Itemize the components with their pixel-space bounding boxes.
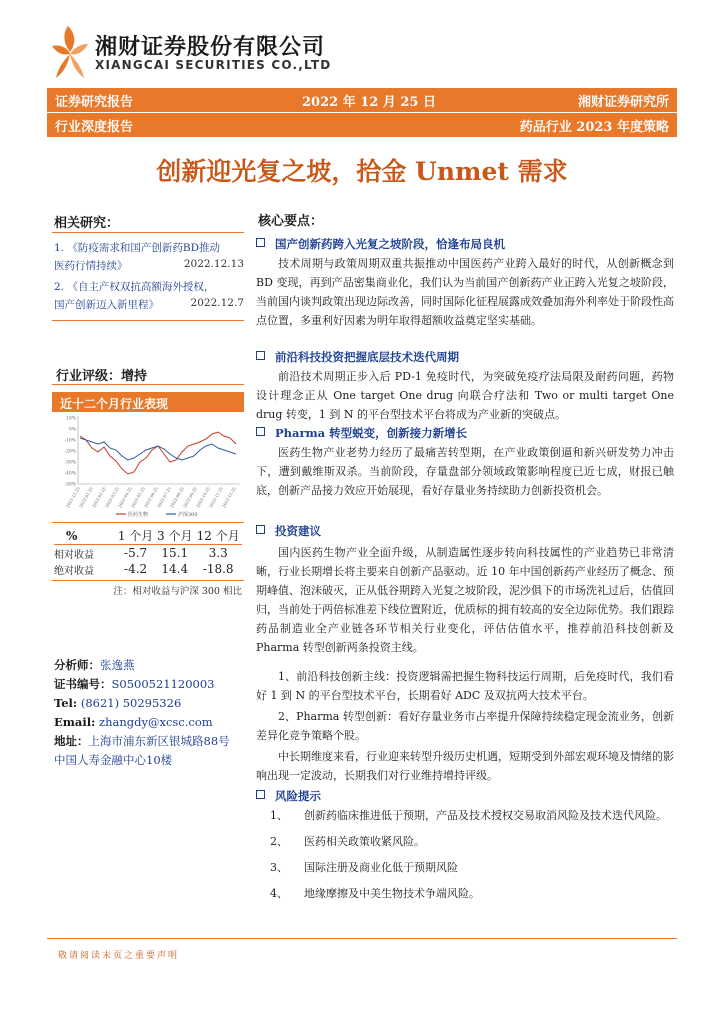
related-item[interactable]: [54, 279, 244, 313]
section-text-3: 医药生物产业老势力经历了最痛苦转型期，在产业政策倒逼和新兴研发势力冲击下，遭到戴维斯双杀。当前阶段，存量盘部分领域政策影响程度已近七成，财报已触底，创新产品接力效应开始展现，看好存量业务持续助力创新投资机会。: [256, 446, 674, 497]
divider: [52, 320, 244, 321]
report-type: 证券研究报告: [55, 95, 134, 110]
checkbox-square-icon: [256, 427, 265, 436]
series-hs300-line: [80, 438, 236, 460]
email-link[interactable]: zhangdy@xcsc.com: [99, 715, 213, 729]
x-tick-label: 2022-06-25: [143, 486, 159, 509]
related-item-date: 2022.12.7: [190, 297, 244, 309]
table-cell: -4.2: [124, 562, 148, 576]
x-tick-label: 2021-12-25: [65, 486, 81, 509]
email-label: Email:: [54, 715, 96, 729]
footer-divider: [47, 938, 677, 939]
company-logo-icon: [50, 24, 90, 80]
report-title: 创新迎光复之坡，拾金 Unmet 需求: [156, 157, 568, 186]
x-tick-label: 2022-02-25: [91, 486, 107, 509]
analyst-label: 分析师：: [54, 658, 100, 672]
section-text-2: 前沿技术周期正步入后 PD-1 免疫时代，为突破免疫疗法局限及耐药问题，药物设计理念正从 One target One drug 向联合疗法和 Two or multi target One drug 转变，1 到 N 的平台型技术平台将成为产业新的突破点。: [256, 370, 674, 421]
industry-rating: 行业评级：增持: [56, 369, 148, 384]
disclaimer-link[interactable]: 敬请阅读末页之重要声明: [58, 951, 180, 961]
divider: [52, 384, 244, 385]
checkbox-square-icon: [256, 238, 265, 247]
section-heading-5: 风险提示: [256, 788, 321, 804]
company-name-en: XIANGCAI SECURITIES CO.,LTD: [95, 58, 332, 72]
section-heading-2: 前沿科技投资把握底层技术迭代周期: [256, 349, 459, 365]
x-tick-label: 2022-11-25: [208, 486, 224, 509]
checkbox-square-icon: [256, 525, 265, 534]
y-tick-label: 10%: [65, 416, 76, 422]
list-item: 2、 医药相关政策收紧风险。: [270, 835, 425, 848]
x-axis-ticks: [65, 486, 237, 509]
related-item[interactable]: [54, 240, 244, 274]
table-header-cell: 3 个月: [157, 529, 193, 543]
y-axis-ticks: [64, 416, 76, 488]
address-label: 地址：: [54, 734, 89, 748]
address-line: 上海市浦东新区银城路88号: [88, 734, 230, 748]
section-heading-3: Pharma 转型蜕变，创新接力新增长: [256, 425, 467, 441]
x-tick-label: 2022-07-25: [156, 486, 172, 509]
section-heading-4: 投资建议: [256, 523, 321, 539]
table-cell: 3.3: [208, 546, 228, 560]
divider: [52, 522, 244, 523]
section-text-4: 国内医药生物产业全面升级，从制造属性逐步转向科技属性的产业趋势已非常清晰，行业长期增长将主要来自创新产品驱动。近 10 年中国创新药产业经历了概念、预期峰值、泡沫破灭，正从低谷期跨入光复之坡阶段，泥沙俱下的市场洗礼过后，估值回归，当前处于两倍标准差下线位置附近，优质标的拥有较高的安全边际优势。我们跟踪药品制造业全产业链各环节相关行业变化，评估估值水平，推荐前沿科技创新及 Pharma 转型创新两条投资主线。: [256, 546, 674, 654]
list-item: 3、 国际注册及商业化低于预期风险: [270, 861, 458, 874]
company-name-cn: 湘财证券股份有限公司: [95, 35, 326, 60]
section-text-4b: 1、前沿科技创新主线：投资逻辑需把握生物科技运行周期，后免疫时代，我们看好 1 到 N 的平台型技术平台，长期看好 ADC 及双抗两大技术平台。: [256, 670, 674, 702]
perf-table: [54, 527, 242, 577]
cert-label: 证书编号：: [54, 677, 112, 691]
related-item-title-1: 1. 《防疫需求和国产创新药BD推动: [54, 242, 220, 254]
x-tick-label: 2022-12-25: [221, 486, 237, 509]
y-tick-label: -20%: [64, 449, 76, 455]
related-item-date: 2022.12.13: [183, 258, 244, 270]
address-line: 中国人寿金融中心10楼: [54, 753, 173, 767]
table-note: 注：相对收益与沪深 300 相比: [113, 586, 242, 597]
related-item-title-2: 国产创新迈入新里程》: [54, 299, 159, 311]
table-cell: 绝对收益: [54, 565, 94, 577]
legend-item: 沪深300: [178, 512, 198, 518]
analyst-name: 张逸燕: [100, 658, 135, 672]
tel-label: Tel:: [54, 696, 78, 710]
x-tick-label: 2022-04-25: [117, 486, 133, 509]
y-tick-label: -30%: [64, 460, 76, 466]
institute-name: 湘财证券研究所: [577, 95, 669, 110]
x-tick-label: 2022-01-25: [78, 486, 94, 509]
cert-number: S0500521120003: [111, 677, 215, 691]
table-cell: 相对收益: [54, 549, 94, 561]
table-header-cell: 12 个月: [196, 529, 240, 543]
x-tick-label: 2022-09-25: [182, 486, 198, 509]
y-tick-label: -40%: [64, 471, 76, 477]
list-item: 4、 地缘摩擦及中美生物技术争端风险。: [270, 887, 480, 900]
table-header-row: [54, 527, 242, 544]
report-topic: 药品行业 2023 年度策略: [519, 120, 669, 135]
related-item-title-2: 医药行情持续》: [54, 260, 128, 272]
x-tick-label: 2022-03-25: [104, 486, 120, 509]
tel-number: (8621) 50295326: [80, 696, 182, 710]
section-text-4d: 中长期维度来看，行业迎来转型升级历史机遇，短期受到外部宏观环境及情绪的影响出现一定波动，长期我们对行业维持增持评级。: [256, 750, 674, 782]
header-band-top: [47, 88, 677, 112]
series-pharma-line: [80, 432, 236, 474]
divider: [52, 232, 244, 233]
analyst-block: [54, 656, 254, 770]
x-tick-label: 2022-05-25: [130, 486, 146, 509]
table-header-cell: %: [66, 528, 78, 543]
report-date: 2022 年 12 月 25 日: [302, 95, 436, 110]
table-cell: 14.4: [161, 562, 189, 576]
checkbox-square-icon: [256, 351, 265, 360]
y-tick-label: -10%: [64, 438, 76, 444]
core-points-heading: 核心要点：: [258, 214, 324, 229]
checkbox-square-icon: [256, 790, 265, 799]
divider: [52, 580, 244, 581]
table-row: [54, 545, 242, 561]
header-band-bottom: [47, 113, 677, 137]
y-tick-label: 0%: [68, 427, 76, 433]
perf-chart: [52, 414, 244, 522]
legend-item: 医药生物: [128, 512, 149, 518]
list-item: 1、 创新药临床推进低于预期，产品及技术授权交易取消风险及技术迭代风险。: [270, 809, 667, 822]
table-cell: -18.8: [202, 562, 234, 576]
perf-heading: 近十二个月行业表现: [52, 392, 244, 412]
table-cell: -5.7: [124, 546, 148, 560]
table-header-cell: 1 个月: [117, 529, 154, 543]
x-tick-label: 2022-08-25: [169, 486, 185, 509]
x-tick-label: 2022-10-25: [195, 486, 211, 509]
chart-legend: [116, 511, 198, 518]
table-row: [54, 561, 242, 577]
section-heading-1: 国产创新药跨入光复之坡阶段，恰逢布局良机: [256, 236, 505, 252]
section-text-4c: 2、Pharma 转型创新：看好存量业务市占率提升保障持续稳定现金流业务，创新差异化竞争策略个股。: [256, 710, 674, 742]
related-item-title-1: 2. 《自主产权双抗高额海外授权，: [54, 281, 215, 293]
y-tick-label: -50%: [64, 482, 76, 488]
report-subtype: 行业深度报告: [55, 120, 134, 135]
related-research-heading: 相关研究：: [54, 216, 120, 231]
section-text-1: 技术周期与政策周期双重共振推动中国医药产业跨入最好的时代，从创新概念到 BD 变现，再到产品密集商业化，我们认为当前国产创新药产业正跨入光复之坡阶段，当前国内谈判政策出现边际改善，同时国际化征程展露成效叠加海外利率处于阶段性高点位置，多重利好因素为明年取得超额收益奠定坚实基础。: [256, 257, 674, 327]
table-cell: 15.1: [161, 546, 189, 560]
risk-list: [256, 806, 674, 903]
